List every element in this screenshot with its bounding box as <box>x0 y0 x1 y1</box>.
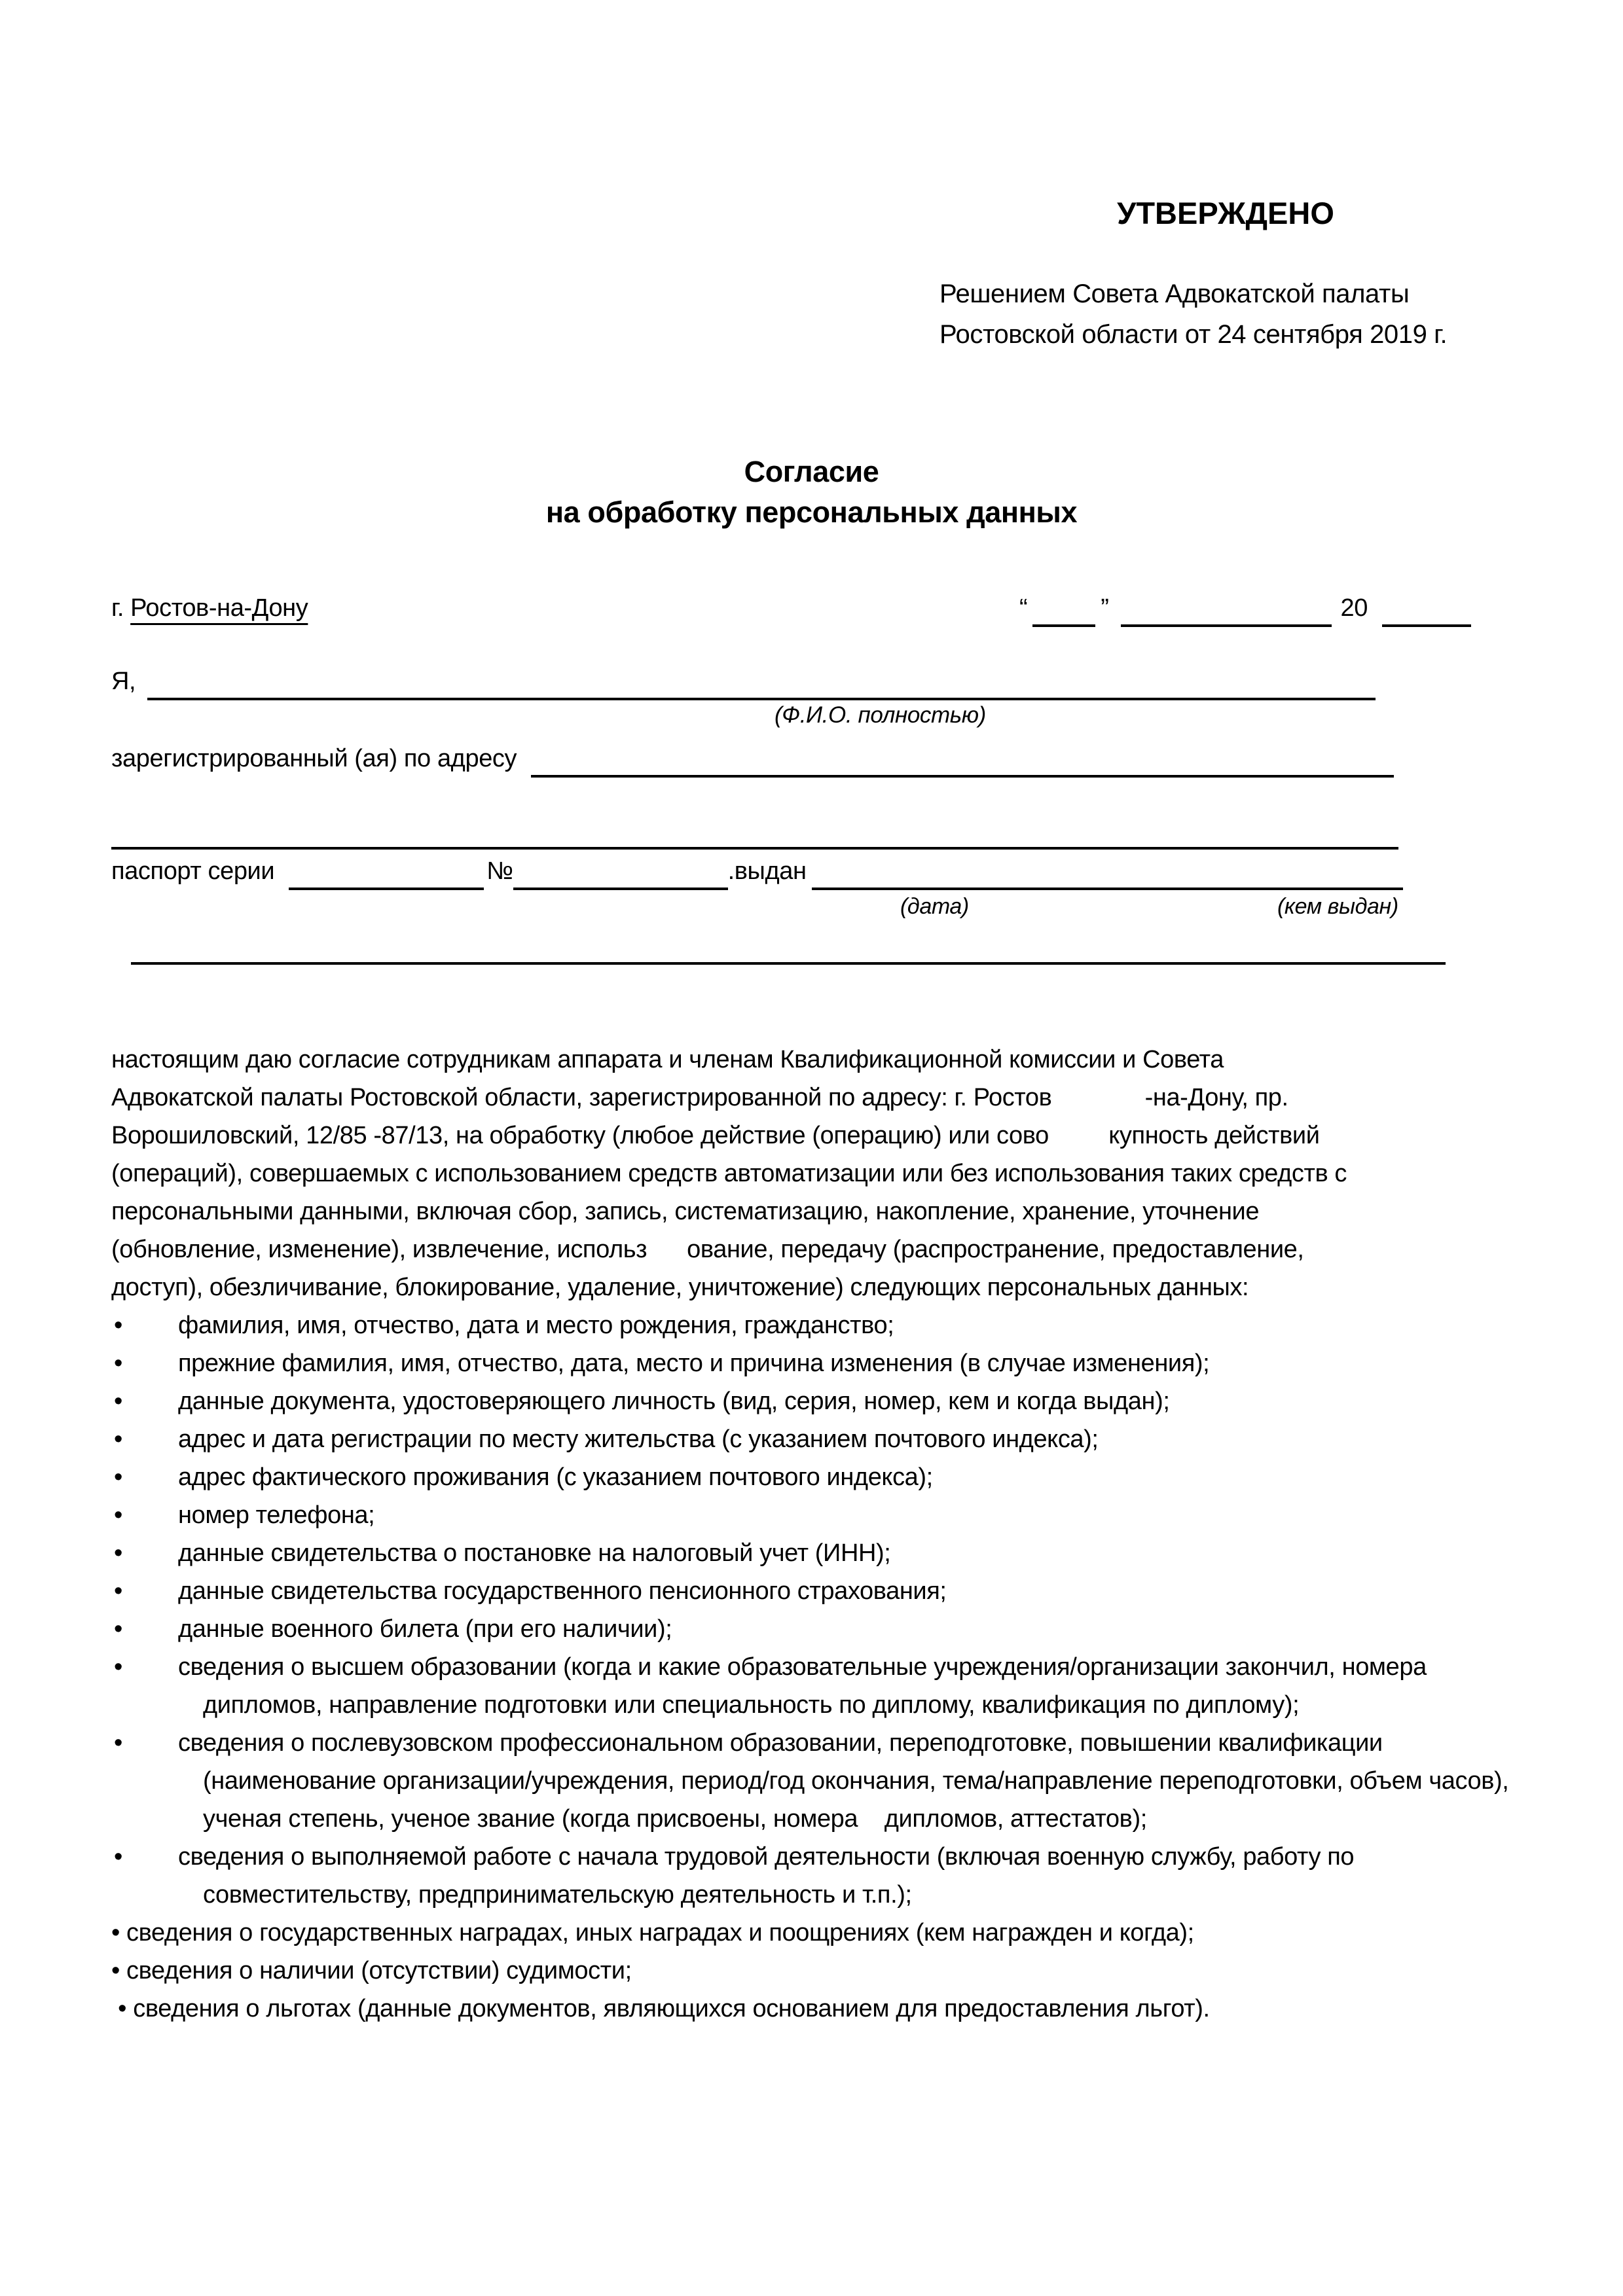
month-blank-field <box>1121 593 1332 627</box>
full-name-hint: (Ф.И.О. полностью) <box>775 702 986 728</box>
title-line-1: Согласие <box>744 455 879 488</box>
consent-paragraph-line: персональными данными, включая сбор, запись, систематизацию, накопление, хранение, уточнение <box>111 1198 1260 1225</box>
passport-number-blank-field <box>513 856 728 890</box>
list-item: • сведения о выполняемой работе с начала трудовой деятельности (включая военную службу, работу по совместительству, предпринимательскую деятельность и т.п.); <box>111 1838 1512 1914</box>
passport-row <box>111 852 1512 890</box>
city-name: Ростов-на-Дону <box>130 594 308 622</box>
city-prefix: г. <box>111 594 131 622</box>
passport-series-label: паспорт серии <box>111 857 275 885</box>
list-item: • сведения о государственных наградах, иных наградах и поощрениях (кем награжден и когда); <box>111 1919 1194 1946</box>
date-group <box>1019 589 1471 627</box>
consent-paragraph <box>111 1041 1512 1306</box>
passport-series-blank-field <box>289 856 484 890</box>
list-item: • данные военного билета (при его наличии); <box>111 1610 1512 1648</box>
page-content <box>111 0 1516 2028</box>
open-quote: “ <box>1019 594 1028 622</box>
consent-paragraph-line: настоящим даю согласие сотрудникам аппарата и членам Квалификационной комиссии и Совета <box>111 1046 1224 1073</box>
list-item: • адрес и дата регистрации по месту жительства (с указанием почтового индекса); <box>111 1420 1512 1458</box>
address-label: зарегистрированный (ая) по адресу <box>111 745 517 772</box>
list-item: • сведения о послевузовском профессиональном образовании, переподготовке, повышении квалификации (наименование организации/учреждения, период/год окончания, тема/направление переподготовки, объем часов), ученая степень, ученое звание (когда присвоены, номера дипломов, аттестатов); <box>111 1724 1512 1838</box>
day-blank-field <box>1032 593 1095 627</box>
list-item: • номер телефона; <box>111 1496 1512 1534</box>
consent-paragraph-line: Ворошиловский, 12/85 -87/13, на обработку (любое действие (операцию) или сово купность действий <box>111 1122 1320 1149</box>
list-item: • данные свидетельства о постановке на налоговый учет (ИНН); <box>111 1534 1512 1572</box>
personal-data-list <box>111 1306 1516 1914</box>
consent-paragraph-line: Адвокатской палаты Ростовской области, зарегистрированной по адресу: г. Ростов -на-Дону, пр. <box>111 1084 1288 1111</box>
passport-issued-label: .выдан <box>727 857 807 885</box>
list-item: • данные документа, удостоверяющего личность (вид, серия, номер, кем и когда выдан); <box>111 1382 1512 1420</box>
address-blank-field <box>531 744 1394 778</box>
approval-block <box>939 194 1512 355</box>
list-item: • прежние фамилия, имя, отчество, дата, место и причина изменения (в случае изменения); <box>111 1344 1512 1382</box>
list-item: • фамилия, имя, отчество, дата и место рождения, гражданство; <box>111 1306 1512 1344</box>
list-item: • сведения о наличии (отсутствии) судимости; <box>111 1957 632 1984</box>
address-row <box>111 740 1512 778</box>
city-and-date-row <box>111 589 1512 627</box>
approval-line-1: Решением Совета Адвокатской палаты <box>939 279 1410 308</box>
i-label: Я, <box>111 668 136 695</box>
full-name-row <box>111 662 1512 700</box>
additional-data-list <box>111 1914 1512 2028</box>
passport-issued-blank-field <box>812 856 1403 890</box>
passport-number-label: № <box>486 857 513 885</box>
issuer-hint: (кем выдан) <box>1277 894 1398 919</box>
document-title <box>111 452 1512 533</box>
year-century: 20 <box>1340 594 1368 622</box>
list-item: • адрес фактического проживания (с указанием почтового индекса); <box>111 1458 1512 1496</box>
list-item: • сведения о высшем образовании (когда и какие образовательные учреждения/организации закончил, номера дипломов, направление подготовки или специальность по диплому, квалификация по диплому); <box>111 1648 1512 1724</box>
address-continuation-blank-field <box>111 814 1398 850</box>
consent-paragraph-line: (обновление, изменение), извлечение, использ ование, передачу (распространение, предоставление, <box>111 1236 1304 1263</box>
title-line-2: на обработку персональных данных <box>545 495 1078 529</box>
passport-hints-row <box>111 890 1512 924</box>
list-item: • данные свидетельства государственного пенсионного страхования; <box>111 1572 1512 1610</box>
year-blank-field <box>1382 593 1471 627</box>
issue-date-hint: (дата) <box>900 894 969 919</box>
list-item: • сведения о льготах (данные документов, являющихся основанием для предоставления льгот). <box>111 1995 1210 2022</box>
full-name-blank-field <box>147 666 1376 700</box>
approval-line-2: Ростовской области от 24 сентября 2019 г. <box>939 320 1448 349</box>
consent-paragraph-line: доступ), обезличивание, блокирование, удаление, уничтожение) следующих персональных данных: <box>111 1274 1249 1301</box>
consent-paragraph-line: (операций), совершаемых с использованием средств автоматизации или без использования таких средств с <box>111 1160 1347 1187</box>
close-quote: ” <box>1101 594 1109 622</box>
issuer-continuation-blank-field <box>131 929 1446 965</box>
city-label <box>111 589 308 627</box>
approval-stamp: УТВЕРЖДЕНО <box>1117 196 1334 230</box>
